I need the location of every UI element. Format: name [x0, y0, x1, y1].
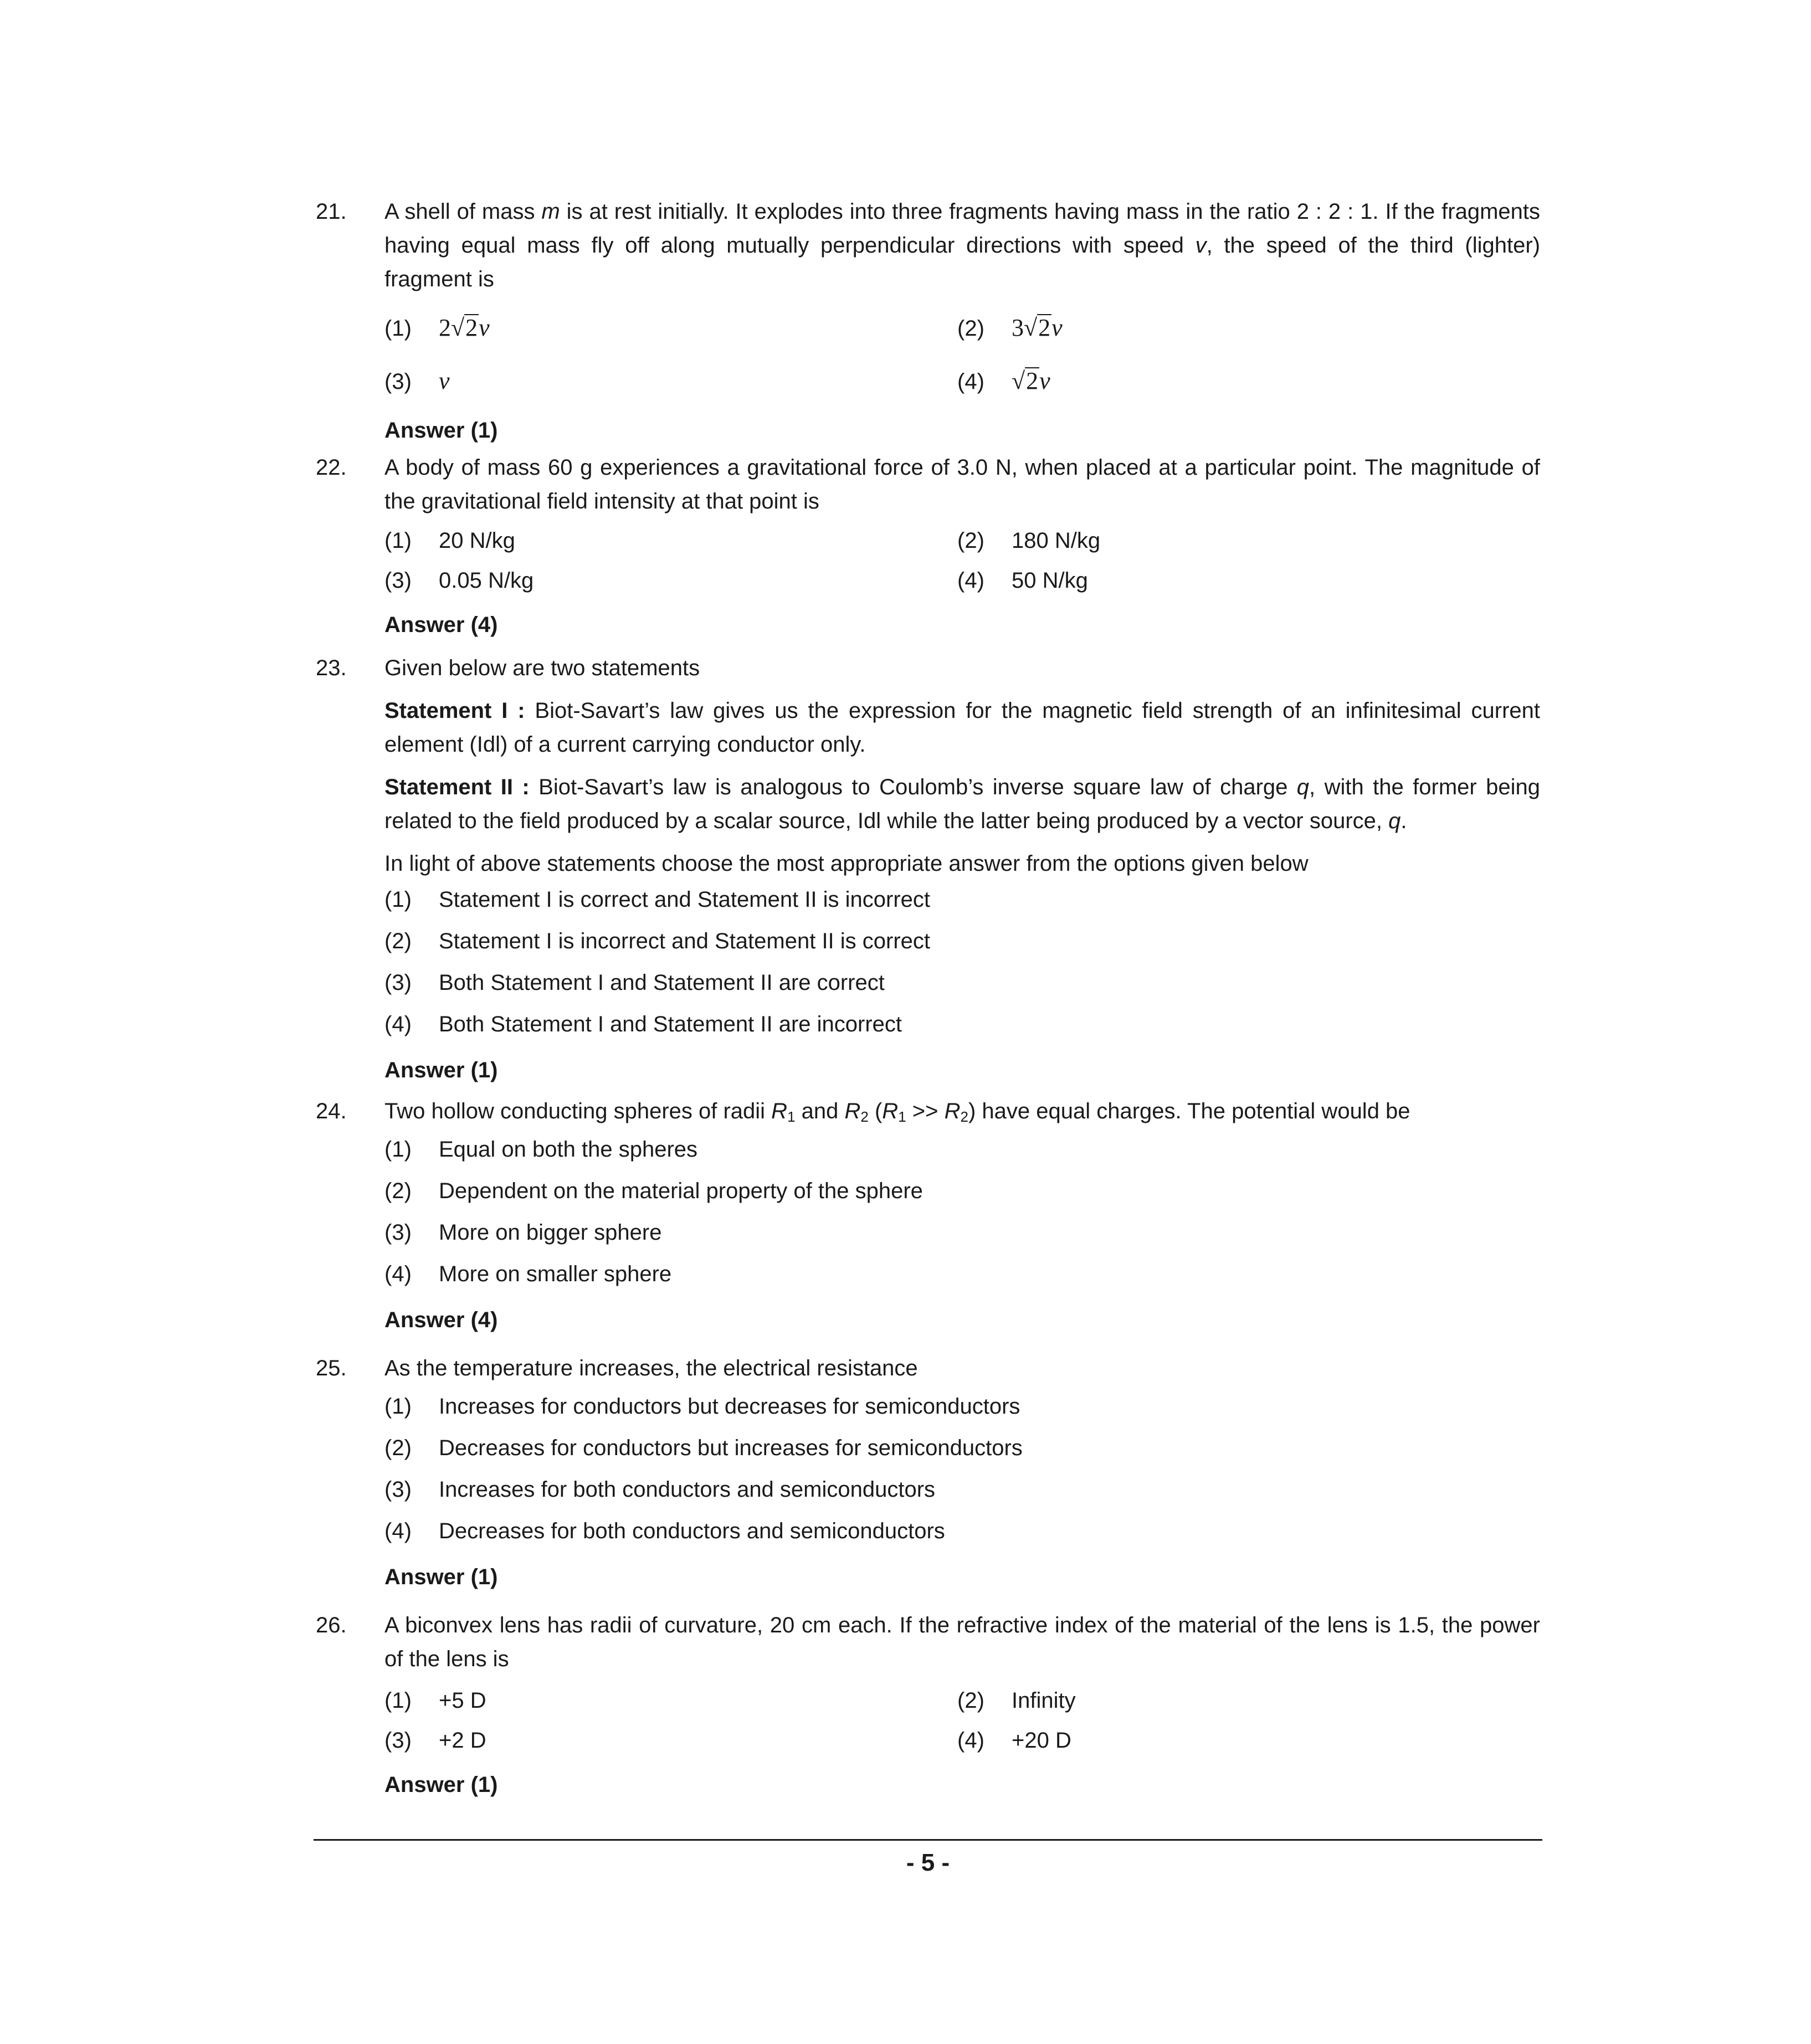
question-number: 26. [316, 1613, 347, 1637]
option-3: (3) v [384, 364, 957, 409]
question-number: 21. [316, 199, 347, 224]
formula: v [439, 367, 450, 394]
formula: 2√2v [439, 314, 490, 341]
question-number: 23. [316, 656, 347, 680]
option-1: (1) 2√2v [384, 311, 957, 364]
question-stem: Given below are two statements [384, 656, 700, 680]
instruction: In light of above statements choose the most appropriate answer from the options given below [384, 851, 1309, 876]
answer: Answer (4) [384, 613, 498, 637]
footer-divider [314, 1839, 1542, 1841]
option-4: (4) More on smaller sphere [384, 1262, 672, 1286]
question-stem: Two hollow conducting spheres of radii $R_1$ and $R_2$ $(R_1 >> R_2)$ have equal charges. The potential would be [384, 1099, 1410, 1125]
answer: Answer (1) [384, 1058, 498, 1082]
option-2: (2) Statement I is incorrect and Statement II is correct [384, 929, 931, 953]
formula: √2v [1012, 367, 1050, 394]
option-2: (2) 3√2v [957, 311, 1540, 364]
answer: Answer (1) [384, 418, 498, 443]
options-list [384, 1684, 1540, 1764]
answer: Answer (1) [384, 1565, 498, 1589]
option-2: (2) Decreases for conductors but increases for semiconductors [384, 1436, 1023, 1460]
option-1: (1) +5 D [384, 1688, 486, 1713]
question-number: 22. [316, 455, 347, 480]
question-number: 24. [316, 1099, 347, 1123]
option-4: (4) 50 N/kg [957, 568, 1088, 593]
option-4: (4) Decreases for both conductors and semiconductors [384, 1519, 945, 1543]
question-number: 25. [316, 1356, 347, 1380]
options-list [384, 1133, 1540, 1299]
option-4: (4) Both Statement I and Statement II are incorrect [384, 1012, 902, 1036]
option-2: (2) 180 N/kg [957, 528, 1101, 553]
question-stem: A shell of mass m is at rest initially. It explodes into three fragments having mass in the ratio 2 : 2 : 1. If the fragments having equal mass fly off along mutually perpendicular directions with speed v, the speed of the third (lighter) fragment is [384, 199, 1541, 291]
options-list [384, 1390, 1540, 1556]
page-number: - 5 - [906, 1849, 950, 1876]
option-1: (1) Statement I is correct and Statement II is incorrect [384, 887, 931, 912]
option-1: (1) Equal on both the spheres [384, 1137, 698, 1162]
options-list [384, 311, 1540, 409]
statement-2: Statement II : Biot-Savart’s law is analogous to Coulomb’s inverse square law of charge q, with the former being related to the field produced by a scalar source, Idl while the latter being produced by a vector source, q. [384, 775, 1540, 833]
option-4: (4) √2v [957, 364, 1540, 409]
options-list [384, 883, 1540, 1049]
option-3: (3) Increases for both conductors and semiconductors [384, 1477, 936, 1502]
options-list [384, 524, 1540, 604]
option-3: (3) 0.05 N/kg [384, 568, 534, 593]
question-stem: As the temperature increases, the electrical resistance [384, 1356, 918, 1380]
option-1: (1) 20 N/kg [384, 528, 515, 553]
option-3: (3) More on bigger sphere [384, 1220, 662, 1245]
option-4: (4) +20 D [957, 1728, 1071, 1753]
option-1: (1) Increases for conductors but decreases for semiconductors [384, 1394, 1020, 1419]
formula: 3√2v [1012, 314, 1063, 341]
option-3: (3) Both Statement I and Statement II are correct [384, 970, 885, 995]
question-stem: A biconvex lens has radii of curvature, 20 cm each. If the refractive index of the material of the lens is 1.5, the power of the lens is [384, 1613, 1540, 1671]
option-2: (2) Dependent on the material property of the sphere [384, 1179, 923, 1203]
option-2: (2) Infinity [957, 1688, 1076, 1713]
question-stem: A body of mass 60 g experiences a gravitational force of 3.0 N, when placed at a particular point. The magnitude of the gravitational field intensity at that point is [384, 455, 1540, 513]
option-3: (3) +2 D [384, 1728, 486, 1753]
answer: Answer (4) [384, 1308, 498, 1332]
statement-1: Statement I : Biot-Savart’s law gives us the expression for the magnetic field strength of an infinitesimal current element (Idl) of a current carrying conductor only. [384, 699, 1540, 757]
answer: Answer (1) [384, 1773, 498, 1797]
